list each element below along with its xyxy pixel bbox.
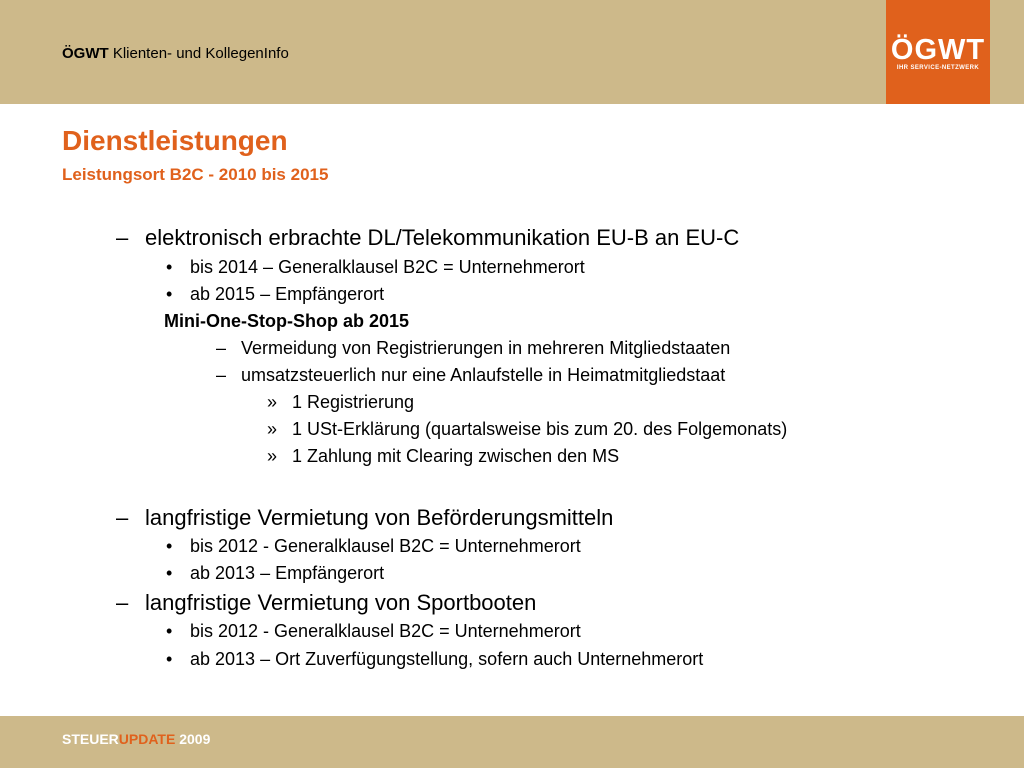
footer-year: 2009 (175, 731, 211, 747)
section-1-item-2: 1 USt-Erklärung (quartalsweise bis zum 20. des Folgemonats) (292, 419, 788, 439)
footer-update: UPDATE (118, 731, 176, 747)
section-1-item-1: 1 Registrierung (292, 392, 415, 412)
section-1-sub-2: umsatzsteuerlich nur eine Anlaufstelle in Heimatmitgliedstaat (241, 365, 726, 385)
bullet-marker: • (166, 621, 173, 641)
section-1-item-3: 1 Zahlung mit Clearing zwischen den MS (292, 446, 620, 466)
guillemet-marker: » (267, 419, 278, 439)
guillemet-marker: » (267, 446, 278, 466)
section-3-title: langfristige Vermietung von Sportbooten (145, 590, 537, 615)
section-2-title: langfristige Vermietung von Beförderungsmitteln (145, 505, 614, 530)
dash-marker: – (216, 365, 227, 385)
footer-steuer: STEUER (62, 731, 119, 747)
section-1-bullet-2: ab 2015 – Empfängerort (190, 284, 385, 304)
section-2-bullet-1: bis 2012 - Generalklausel B2C = Unternehmerort (190, 536, 581, 556)
guillemet-marker: » (267, 392, 278, 412)
header-brand: ÖGWT (62, 45, 109, 62)
section-1-sub-1: Vermeidung von Registrierungen in mehreren Mitgliedstaaten (241, 338, 731, 358)
bullet-marker: • (166, 257, 173, 277)
header-title (62, 45, 289, 62)
footer-label (62, 730, 210, 748)
bullet-marker: • (166, 649, 173, 669)
section-1-bold-heading: Mini-One-Stop-Shop ab 2015 (164, 311, 410, 331)
slide-title: Dienstleistungen (62, 125, 288, 156)
oegwt-logo (886, 0, 990, 104)
dash-marker: – (116, 590, 129, 615)
section-1-title: elektronisch erbrachte DL/Telekommunikation EU-B an EU-C (145, 225, 740, 250)
section-3-bullet-1: bis 2012 - Generalklausel B2C = Unternehmerort (190, 621, 581, 641)
bullet-marker: • (166, 563, 173, 583)
logo-mark: ÖGWT (890, 34, 986, 66)
slide-subtitle: Leistungsort B2C - 2010 bis 2015 (62, 165, 329, 184)
logo-tagline: IHR SERVICE-NETZWERK (896, 65, 980, 71)
header-title-text: Klienten- und KollegenInfo (112, 45, 289, 62)
bullet-marker: • (166, 284, 173, 304)
dash-marker: – (116, 505, 129, 530)
dash-marker: – (116, 225, 129, 250)
bullet-marker: • (166, 536, 173, 556)
section-3-bullet-2: ab 2013 – Ort Zuverfügungstellung, sofern auch Unternehmerort (190, 649, 704, 669)
dash-marker: – (216, 338, 227, 358)
section-1-bullet-1: bis 2014 – Generalklausel B2C = Unternehmerort (190, 257, 585, 277)
section-2-bullet-2: ab 2013 – Empfängerort (190, 563, 385, 583)
